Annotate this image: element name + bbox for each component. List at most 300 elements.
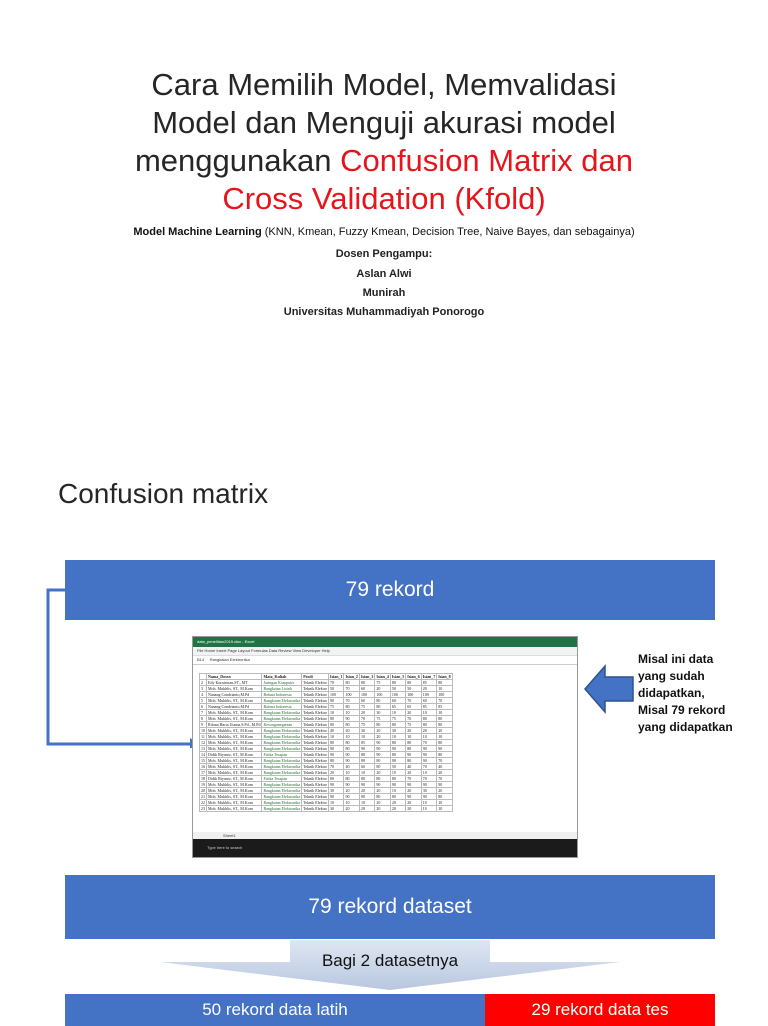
left-arrow-icon [583,664,635,714]
table-cell: 70 [421,776,436,782]
header-cell: Nama_Dosen [207,674,262,680]
table-cell: 100 [421,692,436,698]
annotation-line: didapatkan, [638,686,705,700]
table-cell: Rangkaian Elektronika [263,770,301,775]
table-cell: 80 [359,758,374,764]
table-cell: 20 [375,770,390,776]
table-cell: Teknik Elektro [303,776,328,781]
header-cell: Mata_Kuliah [262,674,302,680]
table-cell: Fisika Terapan [262,776,302,782]
table-cell: 90 [329,782,344,788]
table-cell: Didik Riyanto, ST., M.Kom [207,752,262,758]
table-cell: Teknik Elektro [303,680,328,685]
row-number: 7 [200,710,207,716]
split-label: Bagi 2 datasetnya [321,951,459,970]
table-cell: 75 [359,704,374,710]
table-cell: Moh. Mukhlis, ST., M.Kom [207,716,262,722]
table-cell: 10 [344,770,359,776]
table-cell: 10 [359,770,374,776]
table-cell: 10 [390,710,405,716]
table-cell: 30 [421,788,436,794]
table-cell: 30 [390,728,405,734]
table-cell: 90 [344,794,359,800]
table-cell: 10 [437,806,452,812]
row-number: 10 [201,728,205,733]
excel-formula-bar [193,656,577,665]
row-number: 4 [200,692,207,698]
subtitle-rest: (KNN, Kmean, Fuzzy Kmean, Decision Tree, Naive Bayes, dan sebagainya) [261,226,635,238]
table-cell: 20 [375,806,390,812]
table-cell: Edy Kurniawan,ST., MT [207,680,262,686]
table-cell: 10 [359,734,374,740]
table-cell: Teknik Elektro [303,728,328,733]
table-cell: Teknik Elektro [303,686,328,691]
table-cell: 90 [406,794,421,800]
table-cell: 10 [437,710,452,716]
table-cell: 80 [406,740,421,746]
table-cell: 10 [421,800,436,806]
table-cell: 80 [390,794,405,800]
table-cell: Didik Riyanto, ST., M.Kom [207,776,262,782]
table-cell: 80 [375,704,390,710]
table-cell: 90 [437,746,452,752]
table-cell: 80 [344,740,359,746]
table-cell: 90 [390,758,405,764]
table-cell: Teknik Elektro [303,770,328,775]
table-cell: Rangkaian Elektronika [263,698,301,703]
table-cell: Teknik Elektro [303,716,328,721]
table-cell: 60 [359,764,374,770]
excel-title-bar: data_penelitian2019.xlsx - Excel [193,637,577,647]
table-cell: Moh. Mukhlis, ST., M.Kom [207,686,262,692]
table-cell: 10 [421,710,436,716]
table-cell: 90 [344,752,359,758]
table-cell: Rangkaian Elektronika [263,740,301,745]
table-cell: 100 [390,692,405,698]
row-number: 14 [201,752,205,757]
university: Universitas Muhammadiyah Ponorogo [283,306,485,318]
table-cell: 75 [375,680,390,686]
slide-subtitle [20,226,748,238]
table-cell: Teknik Elektro [303,704,328,709]
table-cell: 20 [344,788,359,794]
table-cell: Rangkaian Elektronika [263,794,301,799]
table-cell: Moh. Mukhlis, ST., M.Kom [207,764,262,770]
table-cell: 60 [421,698,436,704]
table-cell: 40 [329,728,344,734]
table-cell: 20 [375,728,390,734]
table-cell: 80 [406,758,421,764]
table-cell: 80 [375,758,390,764]
table-cell: Rangkaian Elektronika [263,710,301,715]
table-cell: 10 [329,734,344,740]
table-cell: 80 [390,740,405,746]
table-cell: Teknik Elektro [303,698,328,703]
title-line-4: Cross Validation (Kfold) [222,181,546,216]
table-cell: Moh. Mukhlis, ST., M.Kom [207,800,262,806]
table-cell: 80 [375,776,390,782]
table-cell: 20 [344,806,359,812]
table-cell: 100 [344,692,359,698]
table-cell: 90 [437,782,452,788]
table-cell: 20 [359,806,374,812]
table-cell: 75 [375,716,390,722]
row-number: 23 [201,806,205,811]
table-cell: 100 [406,692,421,698]
table-cell: 70 [437,776,452,782]
table-cell: 65 [406,704,421,710]
table-cell: Teknik Elektro [303,734,328,739]
table-cell: 70 [437,698,452,704]
table-cell: Teknik Elektro [303,782,328,787]
table-cell: 20 [406,806,421,812]
table-cell: 100 [375,692,390,698]
table-cell: 80 [344,704,359,710]
table-cell: Rangkaian Elektronika [263,782,301,787]
table-cell: 70 [437,758,452,764]
table-cell: 10 [406,734,421,740]
table-cell: 70 [406,716,421,722]
table-cell: Rangkaian Elektronika [263,788,301,793]
table-cell: Moh. Mukhlis, ST., M.Kom [207,770,262,776]
table-cell: 100 [359,692,374,698]
table-cell: 90 [375,752,390,758]
table-cell: 10 [437,734,452,740]
table-cell: 80 [390,776,405,782]
header-cell: Isian_2 [345,674,358,679]
table-cell: 20 [375,788,390,794]
table-cell: 85 [421,704,436,710]
table-cell: Rangkaian Elektronika [263,746,301,751]
cell-ref: B14 [197,657,205,662]
table-cell: 80 [437,680,452,686]
table-cell: 10 [421,806,436,812]
dataset-bar: 79 rekord dataset [65,875,715,939]
table-cell: Teknik Elektro [303,800,328,805]
table-cell: 80 [375,794,390,800]
table-cell: 90 [375,746,390,752]
table-cell: Teknik Elektro [303,788,328,793]
formula-value: Rangkaian Elektronika [209,657,250,662]
table-cell: Moh. Mukhlis, ST., M.Kom [207,740,262,746]
table-cell: 80 [437,794,452,800]
table-cell: Teknik Elektro [303,806,328,811]
table-cell: 100 [437,692,452,698]
table-cell: 80 [406,680,421,686]
bracket-arrow-icon [40,588,200,748]
table-cell: 10 [437,686,452,692]
table-cell: 50 [390,686,405,692]
table-cell: 20 [344,728,359,734]
table-cell: 20 [406,710,421,716]
table-cell: 10 [390,770,405,776]
table-cell: 90 [359,782,374,788]
table-cell: 90 [329,698,344,704]
table-cell: Rangkaian Elektronika [263,800,301,805]
row-number: 17 [201,770,205,775]
table-cell: 60 [359,686,374,692]
table-cell: 70 [421,740,436,746]
row-number: 6 [200,704,207,710]
table-cell: 80 [437,752,452,758]
table-cell: 50 [406,686,421,692]
table-cell: 20 [421,686,436,692]
annotation-text [638,651,758,736]
table-cell: 90 [390,746,405,752]
table-cell: 20 [359,788,374,794]
table-cell: Rangkaian Elektronika [263,764,301,769]
table-cell: 90 [390,782,405,788]
title-line-3 [60,142,708,180]
table-cell: Moh. Mukhlis, ST., M.Kom [207,698,262,704]
table-cell: Rangkaian Listrik [262,686,302,692]
table-cell: Teknik Elektro [303,746,328,751]
table-cell: 80 [406,746,421,752]
table-cell: 10 [329,710,344,716]
excel-table [199,673,453,812]
table-cell: 40 [344,764,359,770]
header-cell: Isian_4 [376,674,389,679]
table-cell: 80 [359,794,374,800]
table-cell: Teknik Elektro [303,710,328,715]
table-cell: 75 [329,704,344,710]
table-cell: Kewarganegaraan [262,722,302,728]
lecturer-1: Aslan Alwi [356,268,412,280]
table-cell: 40 [437,764,452,770]
table-cell: 80 [390,680,405,686]
table-cell: Nanang Condrianto,M.Pd [207,704,262,710]
row-number: 3 [200,686,207,692]
header-cell: Isian_3 [360,674,374,679]
table-cell: Moh. Mukhlis, ST., M.Kom [207,794,262,800]
windows-taskbar: Type here to search [193,839,578,857]
table-cell: 90 [344,758,359,764]
table-cell: 100 [329,692,344,698]
table-cell: 90 [406,782,421,788]
row-number: 20 [201,788,205,793]
table-cell: 90 [359,746,374,752]
table-cell: 10 [390,788,405,794]
table-cell: 70 [406,776,421,782]
table-cell: 80 [329,776,344,782]
table-cell: 30 [329,806,344,812]
table-cell: Rangkaian Elektronika [263,806,301,811]
table-cell: Bahasa Indonesia [262,704,302,710]
sheet-tab: Sheet1 [193,832,578,839]
table-cell: 50 [390,764,405,770]
table-cell: Rangkaian Elektronika [263,758,301,763]
annotation-line: yang sudah [638,669,705,683]
table-cell: Teknik Elektro [303,764,328,769]
table-cell: 80 [421,716,436,722]
table-cell: Moh. Mukhlis, ST., M.Kom [207,746,262,752]
table-cell: Teknik Elektro [303,752,328,757]
table-cell: 90 [344,716,359,722]
table-row [200,806,453,812]
annotation-line: Misal 79 rekord [638,703,726,717]
table-cell: 20 [375,800,390,806]
table-cell: 70 [421,764,436,770]
table-cell: 20 [359,710,374,716]
table-cell: 90 [329,794,344,800]
title-line-1: Cara Memilih Model, Memvalidasi [151,67,617,102]
table-cell: 30 [375,710,390,716]
table-cell: 80 [375,764,390,770]
subtitle-bold: Model Machine Learning [133,226,262,238]
table-cell: Moh. Mukhlis, ST., M.Kom [207,806,262,812]
table-cell: Moh. Mukhlis, ST., M.Kom [207,728,262,734]
table-cell: 20 [437,728,452,734]
table-cell: 90 [421,794,436,800]
table-cell: 80 [390,722,405,728]
row-number: 8 [200,716,207,722]
table-cell: 90 [421,752,436,758]
table-cell: 90 [375,740,390,746]
table-cell: 20 [406,788,421,794]
table-cell: 90 [344,782,359,788]
table-cell: Moh. Mukhlis, ST., M.Kom [207,782,262,788]
table-cell: 10 [390,734,405,740]
table-cell: 20 [406,770,421,776]
row-number: 5 [200,698,207,704]
row-number: 2 [200,680,207,686]
table-cell: 90 [375,782,390,788]
table-cell: 10 [344,800,359,806]
annotation-line: yang didapatkan [638,720,733,734]
row-number: 12 [201,740,205,745]
table-cell: 10 [344,710,359,716]
slide-title [60,66,708,218]
header-cell: Isian_5 [391,674,405,679]
table-cell: 20 [375,734,390,740]
row-number: 15 [201,758,205,763]
table-cell: Jaringan Komputer [262,680,302,686]
table-cell: 70 [406,698,421,704]
table-cell: 80 [437,722,452,728]
table-cell: 20 [375,686,390,692]
table-cell: 75 [406,722,421,728]
title-line-3-red: Confusion Matrix dan [340,143,634,178]
excel-menu: File Home Insert Page Layout Formulas Data Review View Developer Help [193,647,577,656]
table-cell: 80 [329,716,344,722]
table-cell: 10 [437,800,452,806]
row-number: 18 [201,776,205,781]
header-cell: Isian_1 [330,674,343,679]
table-cell: 85 [359,740,374,746]
table-cell: Nanang Condrianto,M.Pd [207,692,262,698]
table-cell: 20 [437,770,452,776]
table-cell: 80 [390,752,405,758]
header-cell: Isian_8 [438,674,451,679]
table-cell: 80 [437,740,452,746]
row-number: 19 [201,782,205,787]
row-number: 21 [201,794,205,799]
table-cell: 80 [329,740,344,746]
row-number: 9 [200,722,207,728]
table-cell: 80 [437,716,452,722]
table-cell: 10 [344,734,359,740]
table-cell: 80 [344,680,359,686]
table-cell: Moh. Mukhlis, ST., M.Kom [207,734,262,740]
excel-body [200,680,453,812]
table-cell: 10 [359,800,374,806]
table-cell: 80 [375,698,390,704]
table-cell: 75 [359,722,374,728]
excel-screenshot [192,636,578,858]
table-cell: 10 [421,770,436,776]
title-line-3-plain: menggunakan [134,143,341,178]
table-cell: 90 [421,746,436,752]
table-cell: 20 [406,800,421,806]
table-cell: 10 [329,800,344,806]
train-bar: 50 rekord data latih [65,994,485,1026]
table-cell: Moh. Mukhlis, ST., M.Kom [207,710,262,716]
table-cell: 80 [329,758,344,764]
table-cell: 70 [329,764,344,770]
table-cell: 80 [359,752,374,758]
table-cell: 80 [359,680,374,686]
table-cell: Rangkaian Elektronika [263,716,301,721]
table-cell: 20 [406,728,421,734]
title-line-2: Model dan Menguji akurasi model [152,105,616,140]
table-cell: 90 [329,746,344,752]
lecturer-2: Munirah [362,287,406,299]
row-number: 16 [201,764,205,769]
table-cell: Teknik Elektro [303,692,328,697]
table-cell: 30 [359,728,374,734]
table-cell: 75 [390,716,405,722]
table-cell: 20 [390,800,405,806]
table-cell: 70 [344,698,359,704]
row-number: 13 [201,746,205,751]
table-cell: Moh. Mukhlis, ST., M.Kom [207,758,262,764]
records-bar: 79 rekord [65,560,715,620]
table-cell: Teknik Elektro [303,794,328,799]
table-cell: 90 [421,782,436,788]
table-cell: 70 [329,680,344,686]
test-bar: 29 rekord data tes [485,994,715,1026]
table-cell: 20 [437,788,452,794]
table-cell: 80 [375,722,390,728]
header-cell: Isian_7 [422,674,436,679]
table-cell: 80 [329,722,344,728]
row-number: 11 [201,734,205,739]
table-cell: 70 [359,716,374,722]
annotation-line: Misal ini data [638,652,714,666]
table-cell: 80 [421,722,436,728]
table-cell: 80 [344,722,359,728]
table-cell: Moh. Mukhlis, ST., M.Kom [207,788,262,794]
table-cell: Teknik Elektro [303,740,328,745]
table-cell: 60 [390,698,405,704]
table-cell: 85 [421,680,436,686]
table-cell: 20 [329,770,344,776]
table-cell: 30 [329,788,344,794]
table-cell: 70 [344,686,359,692]
table-cell: Rangkaian Elektronika [263,734,301,739]
table-cell: Fisika Terapan [262,752,302,758]
table-cell: 90 [421,758,436,764]
table-cell: Rangkaian Elektronika [263,728,301,733]
table-cell: 85 [437,704,452,710]
table-cell: 65 [390,704,405,710]
table-cell: Bahasa Indonesia [262,692,302,698]
table-cell: 80 [344,776,359,782]
credit-label: Dosen Pengampu: [335,248,433,260]
section-title: Confusion matrix [58,478,269,509]
table-cell: Teknik Elektro [303,722,328,727]
table-cell: 10 [421,734,436,740]
